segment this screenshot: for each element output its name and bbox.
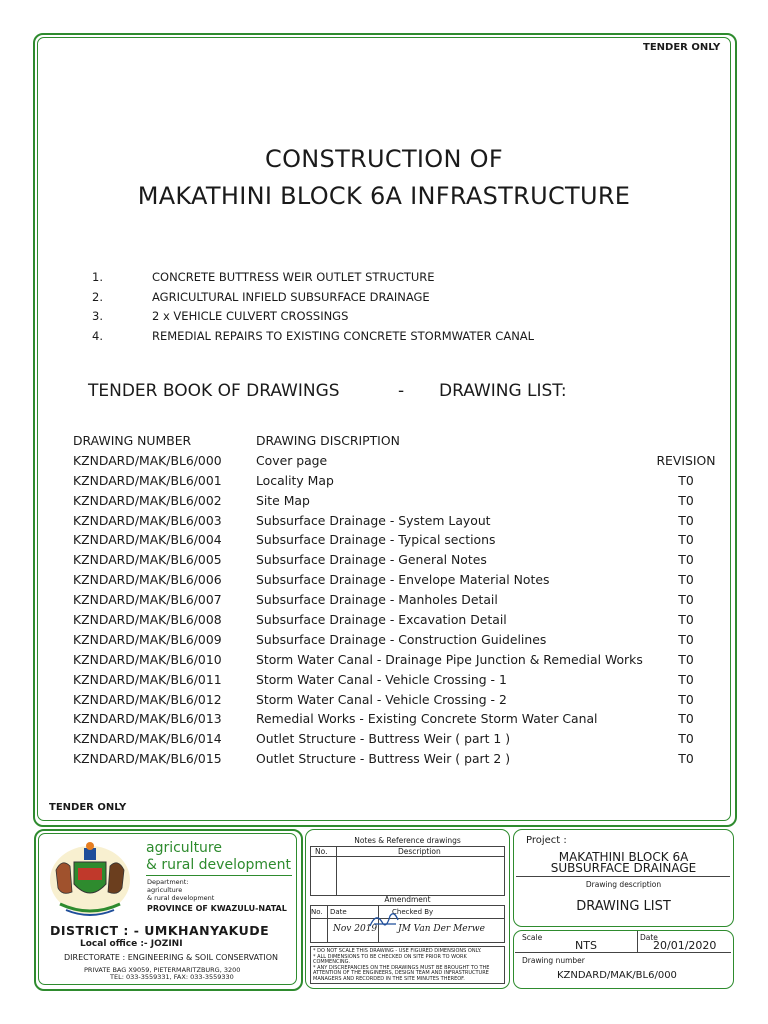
dept-line-1: Department:	[147, 878, 189, 886]
table-row	[73, 751, 716, 771]
amendment-col-date: Date	[330, 908, 347, 916]
drawing-description-cell	[256, 771, 656, 791]
drawing-number-cell: KZNDARD/MAK/BL6/004	[73, 532, 222, 548]
revision-cell: T0	[678, 631, 694, 647]
notes-col-rule	[336, 846, 337, 896]
notes-title: Notes & Reference drawings	[354, 836, 461, 845]
text-label: -	[398, 381, 405, 401]
drawing-number-cell: KZNDARD/MAK/BL6/009	[73, 631, 222, 647]
drawing-number-cell: KZNDARD/MAK/BL6/003	[73, 512, 222, 528]
drawing-description-cell: Subsurface Drainage - Manholes Detail	[256, 592, 498, 608]
drawing-description-cell: Cover page	[256, 452, 328, 468]
address-label: PRIVATE BAG X9059, PIETERMARITZBURG, 3200	[84, 966, 241, 974]
amendment-col-checked: Checked By	[392, 908, 434, 916]
revision-cell: T0	[678, 751, 694, 767]
table-row	[73, 513, 716, 533]
drawing-number-value: KZNDARD/MAK/BL6/000	[557, 970, 677, 981]
amendment-date-value: Nov 2019	[333, 924, 378, 934]
drawing-number-cell: KZNDARD/MAK/BL6/008	[73, 612, 222, 628]
signature-scribble	[368, 910, 402, 932]
drawing-description-cell: Storm Water Canal - Vehicle Crossing - 1	[256, 671, 507, 687]
text-label: 2 x VEHICLE CULVERT CROSSINGS	[152, 309, 349, 323]
drawing-number-cell: KZNDARD/MAK/BL6/011	[73, 671, 222, 687]
disclaimer-text	[313, 949, 503, 983]
amendment-col-no: No.	[311, 908, 323, 916]
table-row	[73, 632, 716, 652]
drawing-number-label: Drawing number	[522, 956, 585, 965]
drawing-description-cell: Subsurface Drainage - System Layout	[256, 512, 491, 528]
revision-cell: T0	[678, 532, 694, 548]
project-line-2: SUBSURFACE DRAINAGE	[550, 861, 697, 875]
revision-cell: REVISION	[656, 452, 716, 468]
drawing-description-cell: Subsurface Drainage - General Notes	[256, 552, 487, 568]
drawing-description-cell: Outlet Structure - Buttress Weir ( part 1 )	[256, 731, 511, 747]
table-row	[73, 473, 716, 493]
text-label: CONCRETE BUTTRESS WEIR OUTLET STRUCTURE	[152, 270, 435, 284]
notes-col-description: Description	[398, 847, 441, 856]
drawing-number-cell: KZNDARD/MAK/BL6/015	[73, 751, 222, 767]
table-row	[73, 532, 716, 552]
drawing-description-label: Drawing description	[585, 880, 662, 889]
scale-date-rule	[515, 952, 731, 953]
drawing-description-cell: Subsurface Drainage - Typical sections	[256, 532, 496, 548]
project-line-1: MAKATHINI BLOCK 6A	[558, 850, 689, 864]
scope-item	[92, 329, 534, 349]
scale-value: NTS	[575, 939, 597, 952]
table-row	[73, 572, 716, 592]
drawing-description-cell: Subsurface Drainage - Construction Guidelines	[256, 631, 547, 647]
table-row	[73, 552, 716, 572]
revision-cell: T0	[678, 592, 694, 608]
text-label: TENDER BOOK OF DRAWINGS	[88, 381, 340, 401]
revision-cell: T0	[678, 572, 694, 588]
drawing-list-header	[73, 433, 716, 453]
local-office-label: Local office :- JOZINI	[80, 939, 183, 949]
date-value: 20/01/2020	[653, 939, 717, 952]
title-line-2: MAKATHINI BLOCK 6A INFRASTRUCTURE	[137, 182, 631, 210]
notes-col-no: No.	[315, 847, 328, 856]
dept-line-3: & rural development	[147, 894, 215, 902]
amendment-header-rule	[310, 918, 505, 919]
drawing-number-cell: KZNDARD/MAK/BL6/012	[73, 691, 222, 707]
drawing-number-cell	[73, 771, 256, 791]
scope-item	[92, 270, 534, 290]
brand-line-1: agriculture	[146, 840, 222, 856]
scope-item	[92, 290, 534, 310]
drawing-number-cell: KZNDARD/MAK/BL6/014	[73, 731, 222, 747]
drawing-description-cell: Site Map	[256, 492, 310, 508]
revision-cell: T0	[678, 671, 694, 687]
revision-cell: T0	[678, 711, 694, 727]
dept-line-2: agriculture	[147, 886, 183, 894]
revision-cell: T0	[678, 731, 694, 747]
text-label: AGRICULTURAL INFIELD SUBSURFACE DRAINAGE	[152, 289, 430, 304]
drawing-description-cell: Subsurface Drainage - Excavation Detail	[256, 612, 507, 628]
revision-cell	[656, 771, 716, 791]
revision-cell: T0	[678, 612, 694, 628]
table-row	[73, 493, 716, 513]
text-label: 4.	[92, 328, 103, 343]
amendment-checked-value: JM Van Der Merwe	[398, 924, 485, 934]
table-row	[73, 453, 716, 473]
tender-only-top: TENDER ONLY	[643, 42, 721, 53]
tender-book-heading	[88, 381, 567, 401]
drawing-description-value: DRAWING LIST	[576, 899, 671, 914]
drawing-number-cell: KZNDARD/MAK/BL6/002	[73, 492, 222, 508]
disclaimer-line-1: * DO NOT SCALE THIS DRAWING - USE FIGURED DIMENSIONS ONLY.	[313, 948, 482, 954]
table-row	[73, 652, 716, 672]
directorate-label: DIRECTORATE : ENGINEERING & SOIL CONSERVATION	[64, 953, 279, 962]
table-row	[73, 771, 716, 791]
text-label: REMEDIAL REPAIRS TO EXISTING CONCRETE STORMWATER CANAL	[152, 328, 535, 343]
contact-label: TEL: 033-3559331, FAX: 033-3559330	[110, 973, 234, 981]
drawing-description-cell: Storm Water Canal - Vehicle Crossing - 2	[256, 691, 507, 707]
drawing-number-cell: DRAWING NUMBER	[73, 433, 192, 448]
disclaimer-line-3: * ANY DISCREPANCIES ON THE DRAWINGS MUST BE BROUGHT TO THE ATTENTION OF THE ENGINEERS, DESIGN TEAM AND INFRASTRUCTURE MANAGERS AND RECORDED IN THE SITE MINUTES THEREOF.	[313, 964, 490, 982]
text-label: 1.	[92, 270, 103, 284]
drawing-number-cell: KZNDARD/MAK/BL6/006	[73, 572, 222, 588]
date-label: Date	[640, 933, 658, 942]
drawing-number-cell: KZNDARD/MAK/BL6/001	[73, 472, 222, 488]
drawing-number-cell: KZNDARD/MAK/BL6/013	[73, 711, 222, 727]
text-label: 2.	[92, 289, 103, 304]
revision-cell: T0	[678, 512, 694, 528]
revision-cell: T0	[678, 472, 694, 488]
drawing-description-cell: Remedial Works - Existing Concrete Storm Water Canal	[256, 711, 598, 727]
text-label: 3.	[92, 309, 103, 323]
brand-line-2: & rural development	[146, 857, 292, 873]
drawing-description-cell: Subsurface Drainage - Envelope Material Notes	[256, 572, 550, 588]
table-row	[73, 592, 716, 612]
drawing-description-cell: Locality Map	[256, 472, 334, 488]
drawing-number-cell: KZNDARD/MAK/BL6/007	[73, 592, 222, 608]
scope-list	[92, 270, 534, 348]
project-label: Project :	[526, 835, 567, 846]
tender-only-bottom: TENDER ONLY	[49, 802, 127, 813]
table-row	[73, 612, 716, 632]
title-line-1: CONSTRUCTION OF	[265, 145, 503, 173]
drawing-description-cell: Storm Water Canal - Drainage Pipe Junction & Remedial Works	[256, 651, 643, 667]
scope-item	[92, 309, 534, 329]
table-row	[73, 731, 716, 751]
revision-cell: T0	[678, 691, 694, 707]
drawing-number-cell: KZNDARD/MAK/BL6/005	[73, 552, 222, 568]
district-label: DISTRICT : - UMKHANYAKUDE	[50, 923, 270, 938]
revision-cell: T0	[678, 552, 694, 568]
notes-header-rule	[310, 856, 505, 857]
table-row	[73, 692, 716, 712]
scale-date-split	[637, 931, 638, 953]
disclaimer-line-2: * ALL DIMENSIONS TO BE CHECKED ON SITE PRIOR TO WORK COMMENCING.	[313, 953, 467, 966]
table-row	[73, 711, 716, 731]
project-divider	[516, 876, 730, 877]
scale-label: Scale	[522, 933, 543, 942]
drawing-description-cell: DRAWING DISCRIPTION	[256, 433, 400, 448]
drawing-list	[73, 433, 716, 791]
amendment-label: Amendment	[384, 895, 431, 904]
drawing-description-cell: Outlet Structure - Buttress Weir ( part 2 )	[256, 751, 511, 767]
drawing-number-cell: KZNDARD/MAK/BL6/010	[73, 651, 222, 667]
revision-cell: T0	[678, 651, 694, 667]
text-label: DRAWING LIST:	[439, 381, 567, 401]
coat-of-arms-logo	[44, 840, 136, 920]
brand-divider	[146, 875, 292, 876]
table-row	[73, 672, 716, 692]
drawing-number-cell: KZNDARD/MAK/BL6/000	[73, 452, 222, 468]
amendment-col-rule-1	[327, 905, 328, 943]
revision-cell: T0	[678, 492, 694, 508]
province-label: PROVINCE OF KWAZULU-NATAL	[147, 904, 287, 913]
